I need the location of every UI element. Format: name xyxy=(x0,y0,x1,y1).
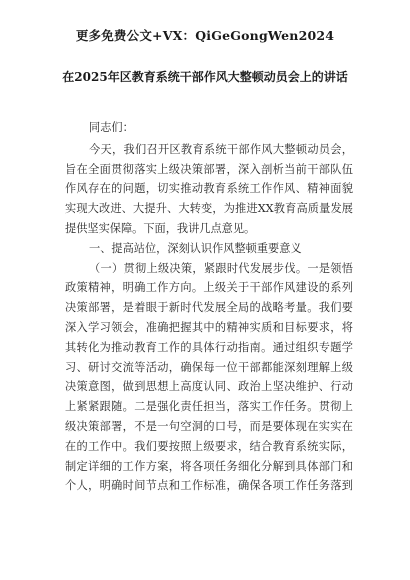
paragraph-line: 作风存在的问题，切实推动教育系统工作作风、精神面貌 xyxy=(65,182,353,196)
paragraph-line: 制定详细的工作方案，将各项任务细化分解到具体部门和 xyxy=(65,459,353,473)
paragraph-line: 在的工作中。我们要按照上级要求，结合教育系统实际， xyxy=(65,439,353,453)
page-title: 在2025年区教育系统干部作风大整顿动员会上的讲话 xyxy=(62,70,348,84)
subsection-heading-line: （一）贯彻上级决策，紧跟时代发展步伐。一是领悟 xyxy=(89,261,353,275)
paragraph-line: 提供坚实保障。下面，我讲几点意见。 xyxy=(65,221,256,235)
paragraph-line: 深入学习领会，准确把握其中的精神实质和目标要求，将 xyxy=(65,320,353,334)
section-heading: 一、提高站位，深刻认识作风整顿重要意义 xyxy=(89,241,302,255)
paragraph-line: 其转化为推动教育工作的具体行动指南。通过组织专题学 xyxy=(65,340,353,354)
greeting: 同志们： xyxy=(89,121,134,134)
paragraph-line: 实现大改进、大提升、大转变，为推进XX教育高质量发展 xyxy=(65,202,353,216)
body-text xyxy=(65,118,353,496)
paragraph-line: 级决策部署，不是一句空洞的口号，而是要体现在实实在 xyxy=(65,419,353,433)
header-note: 更多免费公文+VX：QiGeGongWen2024 xyxy=(75,28,335,43)
paragraph-line: 决策意图，做到思想上高度认同、政治上坚决维护、行动 xyxy=(65,380,353,394)
paragraph-line: 上紧紧跟随。二是强化责任担当，落实工作任务。贯彻上 xyxy=(65,400,353,414)
paragraph-line: 决策部署，是着眼于新时代发展全局的战略考量。我们要 xyxy=(65,301,353,315)
paragraph-line: 个人，明确时间节点和工作标准，确保各项工作任务落到 xyxy=(65,479,353,493)
paragraph-line: 旨在全面贯彻落实上级决策部署，深入剖析当前干部队伍 xyxy=(65,162,353,176)
paragraph-line: 今天，我们召开区教育系统干部作风大整顿动员会， xyxy=(89,142,353,156)
paragraph-line: 政策精神，明确工作方向。上级关于干部作风建设的系列 xyxy=(65,281,353,295)
paragraph-line: 习、研讨交流等活动，确保每一位干部都能深刻理解上级 xyxy=(65,360,353,374)
